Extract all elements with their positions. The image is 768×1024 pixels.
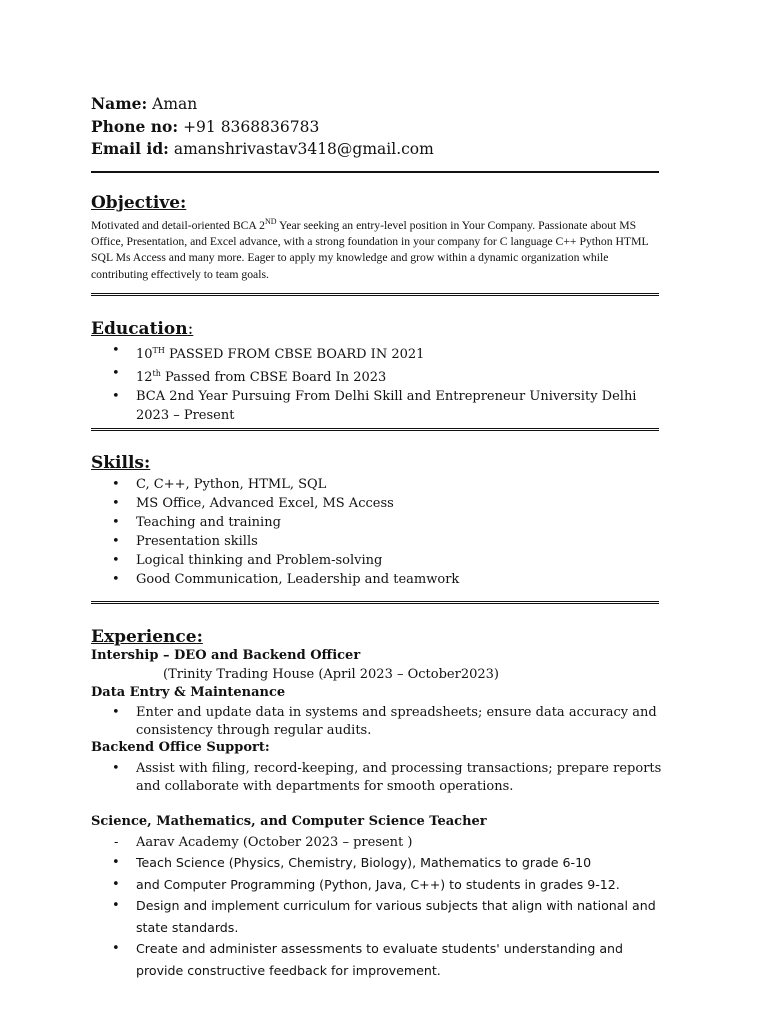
skill-item: • Teaching and training xyxy=(91,513,663,532)
job1-title: Intership – DEO and Backend Officer xyxy=(91,648,361,663)
skill-item: • Presentation skills xyxy=(91,532,663,551)
education-item: • 12th Passed from CBSE Board In 2023 xyxy=(91,364,663,387)
duty-item: • Enter and update data in systems and spreadsheets; ensure data accuracy and consistency through regular audits. xyxy=(91,704,663,740)
email-label: Email id: xyxy=(91,139,169,158)
skill-item: • Good Communication, Leadership and teamwork xyxy=(91,570,663,589)
education-item: • 10TH PASSED FROM CBSE BOARD IN 2021 xyxy=(91,341,663,364)
job2-title: Science, Mathematics, and Computer Science Teacher xyxy=(91,814,487,829)
name-line xyxy=(91,93,434,116)
teaching-item: • Teach Science (Physics, Chemistry, Biology), Mathematics to grade 6-10 xyxy=(91,852,663,874)
name-value: Aman xyxy=(152,95,198,113)
contact-block xyxy=(91,93,434,161)
skill-item: • C, C++, Python, HTML, SQL xyxy=(91,475,663,494)
phone-value: +91 8368836783 xyxy=(183,117,320,136)
experience-heading: Experience: xyxy=(91,627,203,647)
divider xyxy=(91,428,659,431)
skills-heading: Skills: xyxy=(91,453,151,473)
teaching-item: • Design and implement curriculum for various subjects that align with national and state standards. xyxy=(91,895,663,938)
skill-item: • MS Office, Advanced Excel, MS Access xyxy=(91,494,663,513)
skills-list xyxy=(91,475,663,589)
email-value: amanshrivastav3418@gmail.com xyxy=(173,140,434,158)
job2-organization: - Aarav Academy (October 2023 – present ) xyxy=(91,833,663,852)
backend-list xyxy=(91,760,663,796)
job1-organization: (Trinity Trading House (April 2023 – October2023) xyxy=(163,667,499,682)
education-heading: Education: xyxy=(91,319,194,339)
teacher-list xyxy=(91,833,663,981)
phone-label: Phone no: xyxy=(91,116,179,136)
objective-text: Motivated and detail-oriented BCA 2ND Year seeking an entry-level position in Your Company. Passionate about MS Office, Presentation, and Excel advance, with a strong foundation in your company for C language C++ Python HTML SQL Ms Access and many more. Eager to apply my knowledge and grow within a dynamic organization while contributing effectively to team goals. xyxy=(91,217,649,281)
data-entry-subheading: Data Entry & Maintenance xyxy=(91,685,286,700)
divider xyxy=(91,601,659,604)
skill-item: • Logical thinking and Problem-solving xyxy=(91,551,663,570)
name-label: Name: xyxy=(91,94,148,113)
divider xyxy=(91,171,659,173)
data-entry-list xyxy=(91,704,663,740)
teaching-item: • Create and administer assessments to evaluate students' understanding and provide constructive feedback for improvement. xyxy=(91,938,663,981)
email-line xyxy=(91,138,434,161)
phone-line xyxy=(91,116,434,139)
education-list xyxy=(91,341,663,425)
teaching-item: • and Computer Programming (Python, Java, C++) to students in grades 9-12. xyxy=(91,874,663,896)
duty-item: • Assist with filing, record-keeping, and processing transactions; prepare reports and collaborate with departments for smooth operations. xyxy=(91,760,663,796)
backend-subheading: Backend Office Support: xyxy=(91,740,270,755)
divider xyxy=(91,293,659,296)
objective-heading: Objective: xyxy=(91,193,187,213)
education-item: • BCA 2nd Year Pursuing From Delhi Skill and Entrepreneur University Delhi 2023 – Present xyxy=(91,387,663,425)
